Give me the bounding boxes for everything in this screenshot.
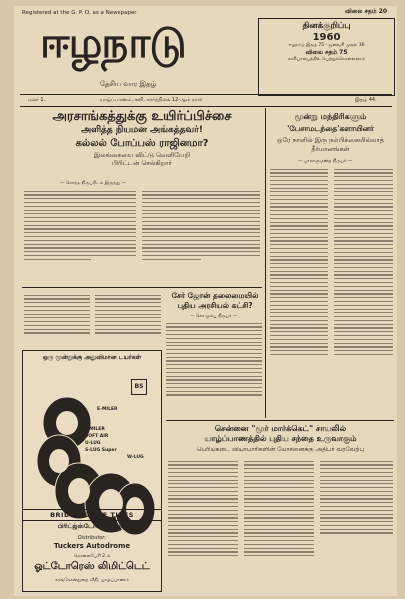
calendar-advert-box [258,18,395,96]
lead-subhead-a: இலங்கையை விட்டு வெளியேறி [93,151,191,159]
tyre-model-6: W-LUG [127,455,144,460]
registration-line: Registered at the G. P. O. as a Newspaper [22,10,137,16]
bottom-column-1 [168,458,238,590]
bottom-column-2 [244,458,314,590]
right-headline-3: ஒரே நாளில் இரு நம்பிக்கையில்லாத் தீர்மானங்கள் [277,136,384,153]
bottom-column-3 [320,458,393,558]
mid-headline-2: புதிய அரசியல் கட்சி? [177,301,253,310]
bottom-headline-2: யாழ்ப்பாணத்தில் புதிய சந்தை உருவாகும் [204,434,357,443]
lead-headline-3: கல்லல் போப்பஸ் ராஜினமா? [75,138,209,149]
tyre-model-5: S-LUG Super [85,448,117,453]
mid-byline: — கொழும்பு நிருபர் — [190,314,238,319]
volume-label: மலர் 1. [28,97,46,103]
lead-column-1 [24,188,136,284]
mid-story-body [166,320,262,420]
tyre-model-2: T-MILER [85,427,105,432]
masthead-title: ஈழநாடு [40,18,186,67]
section-rule [22,287,262,288]
bottom-rule [166,420,394,421]
lead-byline: — சொந்த நிருபரிடம் இருந்து — [60,181,126,186]
calendar-note-1: ஈழநாடு இதழ் 75 - ஜனவரி முதல் 36 [288,43,365,48]
brand-name: BRIDGESTONE TIRES [23,509,161,521]
mid-column-1 [24,292,90,347]
right-column-1 [270,166,328,418]
issue-label: இதழ் 44. [355,97,377,103]
bottom-headline-3: பெரியகடை வியாபாரிகளின் யோசனைக்கு அதிபர் வரவேற்பு [197,446,364,453]
calendar-year: 1960 [312,32,341,43]
calendar-title: தினக்குறிப்பு [302,21,351,31]
right-headline-1: மூன்று மந்திரிகளும் [294,112,367,121]
dealer-name: ஓட்டோரெஸ் லிமிட்டெட் [34,561,150,572]
tyre-model-3: SOFT AIR [85,434,109,439]
right-column-2 [334,166,393,418]
right-headline-2: 'பேசாமடந்தை'களாயினர் [287,124,374,133]
distributor-name: Tuckers Autodrome [53,542,131,550]
lead-headline-4 [22,152,262,168]
bridgestone-advertisement [22,350,162,592]
column-rule [265,108,266,418]
place-date: யாழ்ப்பாணம், சனி, கார்த்திகை 12-ஆம் நாள் [100,97,203,103]
dateline-bar [20,94,392,107]
calendar-price: விலை சதம் 75 [305,48,348,56]
bridgestone-logo-icon: BS [131,379,147,395]
dealer-address: காங்கேசன்துறை வீதி, யாழ்ப்பாணம் [55,578,129,583]
lead-column-2 [142,188,260,284]
lead-headline-1: அரசாங்கத்துக்கு உயிர்ப்பிச்சை [52,109,232,124]
mid-column-2 [95,292,161,347]
right-byline: — பாராளுமன்ற நிருபர் — [298,159,353,164]
tyre-model-4: U-LUG [85,441,101,446]
masthead-subtitle: தேசிய வார இதழ் [100,80,157,88]
distributor-label: Distributor: [77,535,107,541]
phone-note: தொலைபேசி 2 ம் [73,554,111,559]
lead-subhead-b: பிரிட்டன் செல்கிறார் [112,158,172,167]
lead-headline-2: அளித்த நியமன அங்கத்தவர்! [81,125,203,135]
calendar-note-2: காரியாலயத்தில் பெற்றுக்கொள்ளலாம் [287,56,366,62]
price-label: விலை சதம் 20 [345,8,388,15]
bottom-headline-1: சென்னை "மூர் மார்க்கெட்" சாயலில் [214,424,347,433]
brand-name-tamil: பிரிட்ஜ்ஸ்டோன் டயர்கள் [57,523,127,530]
mid-headline-1: சேர் ஜோன் தலைமையில் [171,291,259,300]
tyre-model-1: E-MILER [97,407,118,412]
advert-heading: ஒரு மூன்றுக்கு அதுவிமான டயர்கள் [42,354,142,361]
